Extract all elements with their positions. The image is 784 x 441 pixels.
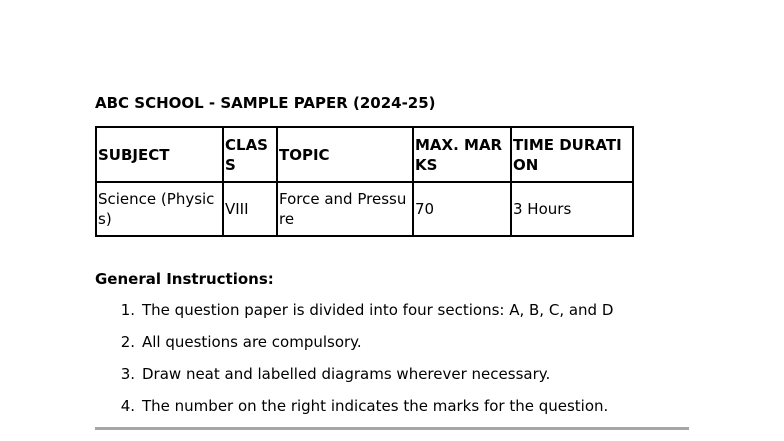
item-text: All questions are compulsory. [142,333,362,351]
instructions-list [95,300,613,428]
item-number: 1. [120,301,135,319]
header-topic: TOPIC [277,127,413,182]
item-number: 4. [120,397,135,415]
page-title: ABC SCHOOL - SAMPLE PAPER (2024-25) [95,94,436,112]
header-class: CLASS [223,127,277,182]
item-text: Draw neat and labelled diagrams wherever necessary. [142,365,551,383]
cell-max-marks: 70 [413,182,511,236]
header-max-marks: MAX. MARKS [413,127,511,182]
cell-class: VIII [223,182,277,236]
table-row [96,182,633,236]
item-number: 2. [120,333,135,351]
paper-info-table [95,126,634,237]
header-subject: SUBJECT [96,127,223,182]
cell-time-duration: 3 Hours [511,182,633,236]
instructions-heading: General Instructions: [95,270,274,288]
page-divider [95,427,689,430]
item-text: The question paper is divided into four sections: A, B, C, and D [142,301,614,319]
list-item [95,332,613,364]
cell-topic: Force and Pressure [277,182,413,236]
item-number: 3. [120,365,135,383]
header-time-duration: TIME DURATION [511,127,633,182]
cell-subject: Science (Physics) [96,182,223,236]
table-header-row [96,127,633,182]
list-item [95,300,613,332]
item-text: The number on the right indicates the marks for the question. [142,397,609,415]
list-item [95,396,613,428]
list-item [95,364,613,396]
